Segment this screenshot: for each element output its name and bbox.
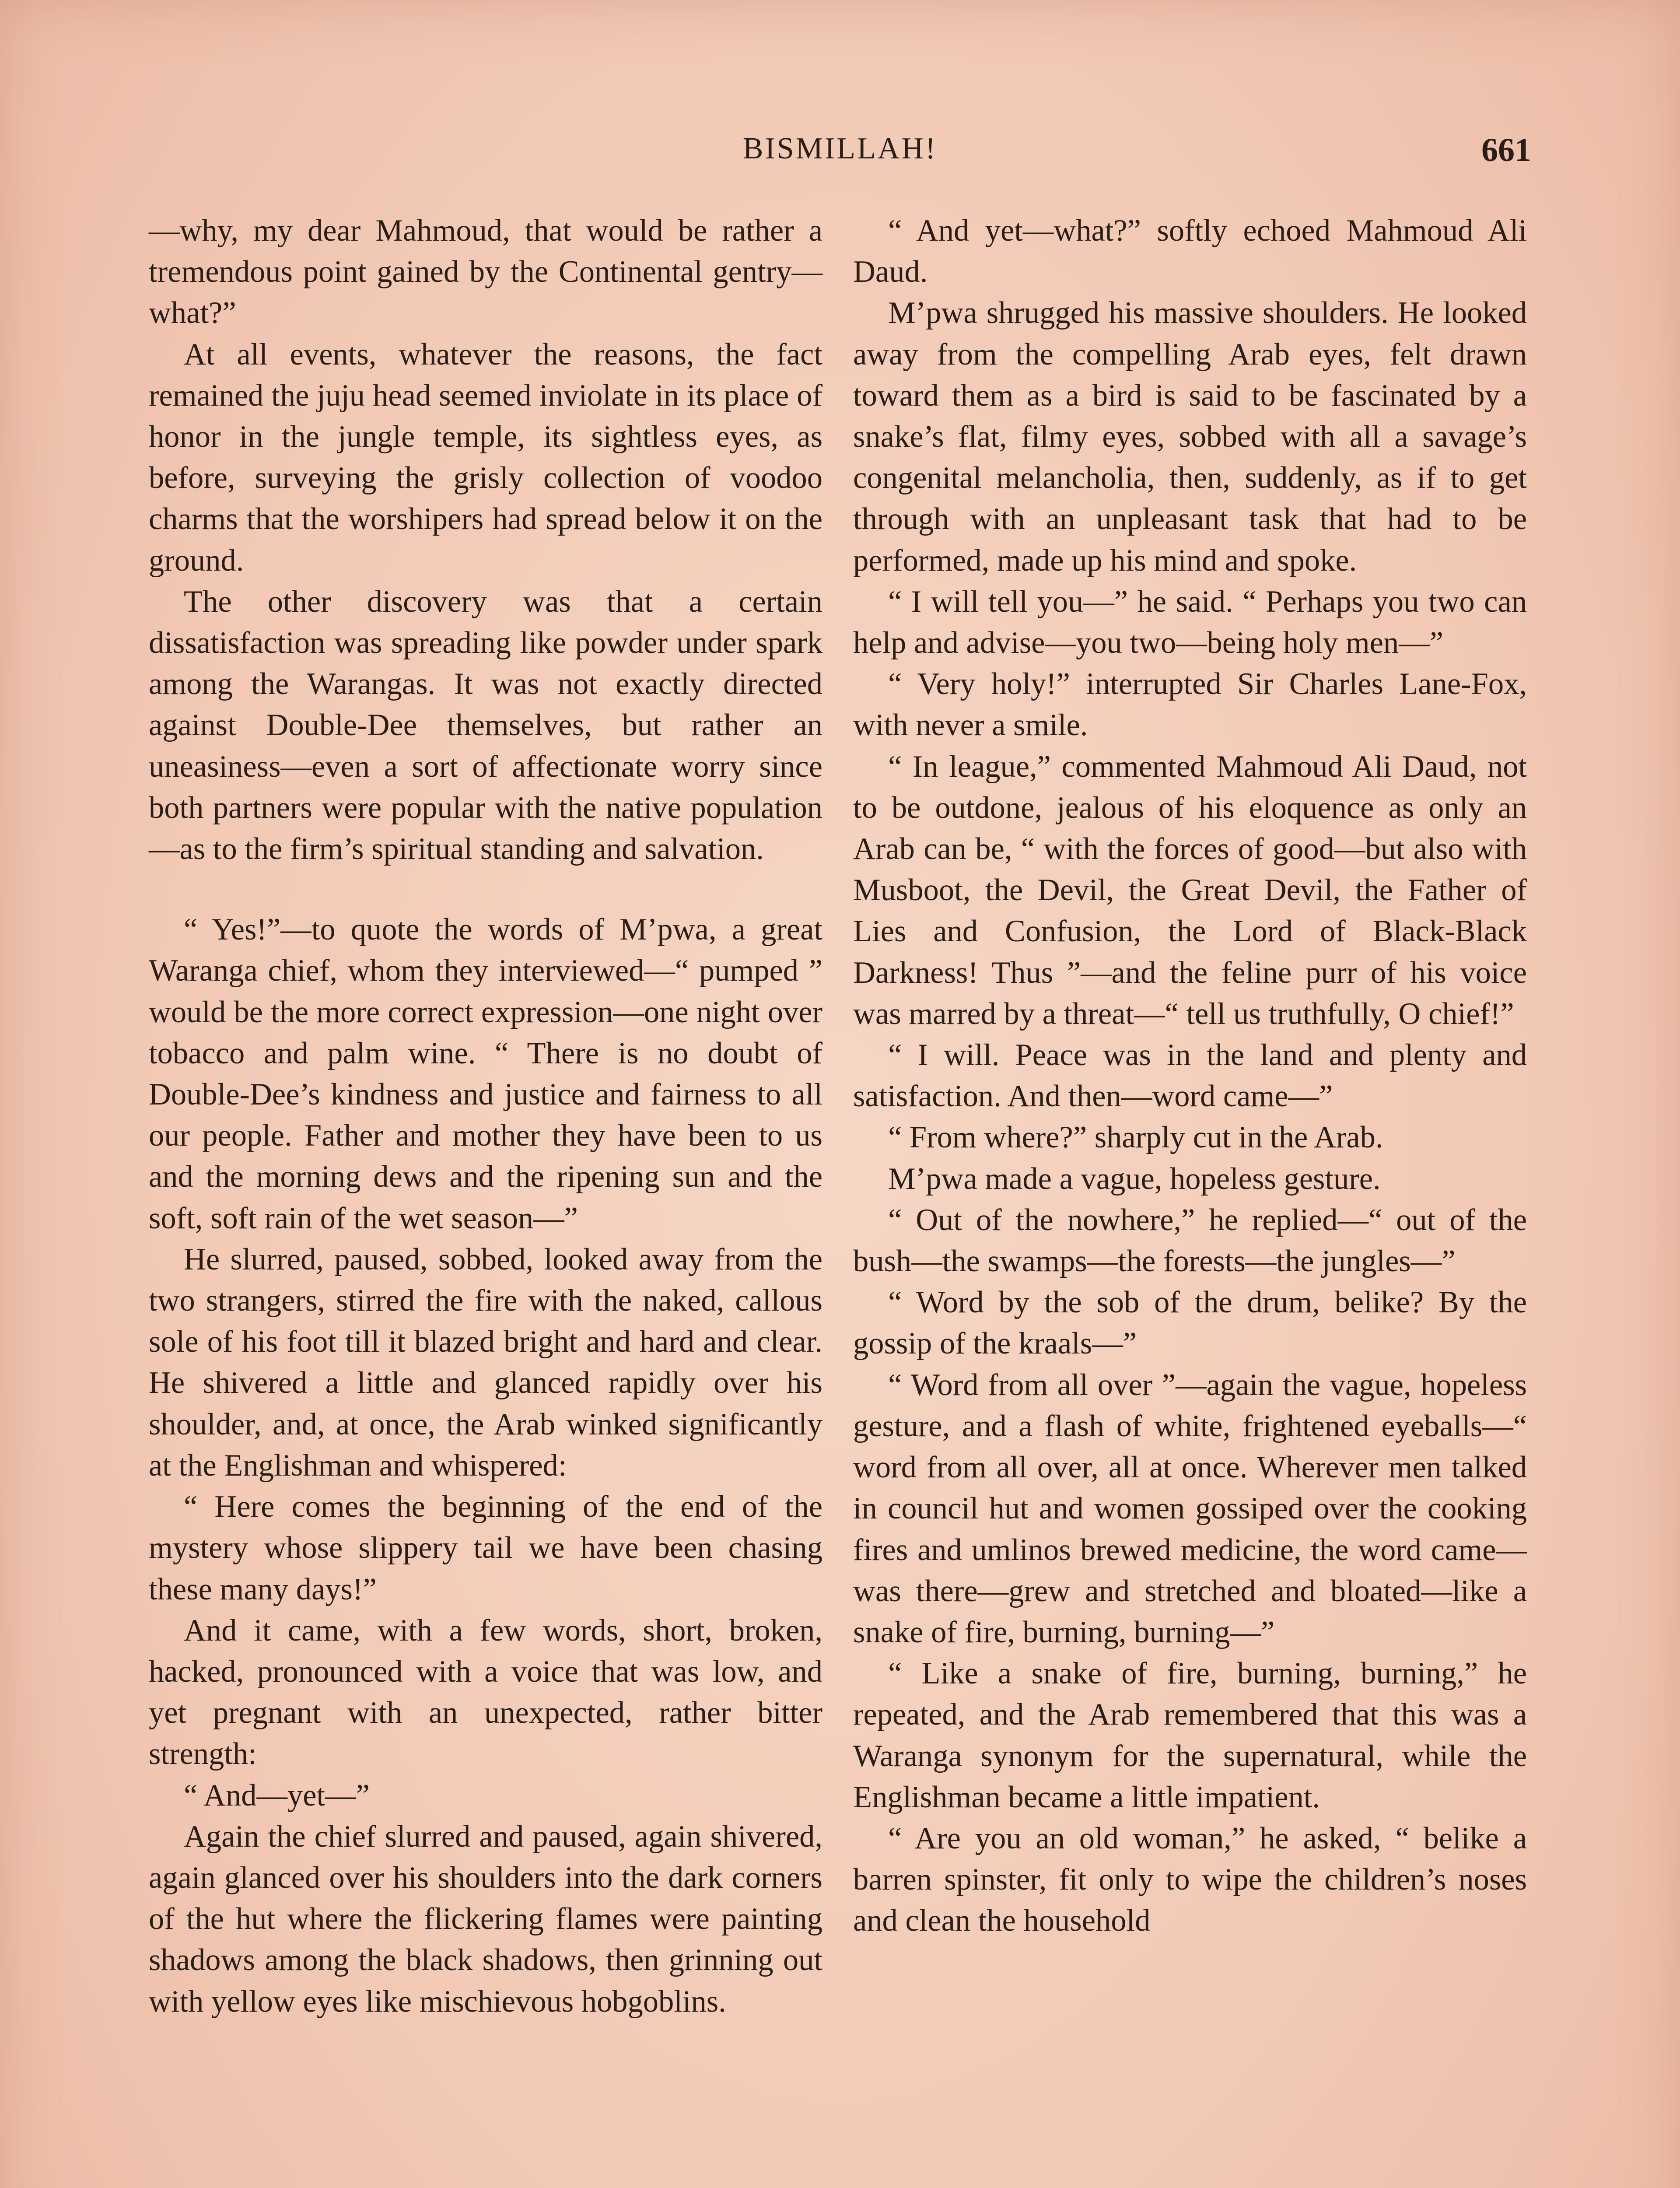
running-title: BISMILLAH! <box>742 132 938 165</box>
paragraph: “ Very holy!” interrupted Sir Charles Lane-Fox, with never a smile. <box>853 667 1527 743</box>
paragraph: “ Word from all over ”—again the vague, hopeless gesture, and a flash of white, frightened eyeballs—“ word from all over, all at once. Wherever men talked in council hut and women gossiped over the cooking fires and umlinos brewed medicine, the word came—was there—grew and stretched and bloated—like a snake of fire, burning, burning—” <box>853 1368 1527 1649</box>
left-text-column <box>149 210 822 2022</box>
paragraph: “ And—yet—” <box>184 1778 370 1813</box>
right-text-column <box>853 210 1527 1942</box>
paragraph: “ I will. Peace was in the land and plenty and satisfaction. And then—word came—” <box>853 1038 1527 1114</box>
paragraph: And it came, with a few words, short, broken, hacked, pronounced with a voice that was low, and yet pregnant with an unexpected, rather bitter strength: <box>149 1613 822 1771</box>
page-number: 661 <box>1481 132 1531 168</box>
paragraph: M’pwa made a vague, hopeless gesture. <box>888 1161 1381 1196</box>
paragraph: M’pwa shrugged his massive shoulders. He looked away from the compelling Arab eyes, felt drawn toward them as a bird is said to be fascinated by a snake’s flat, filmy eyes, sobbed with all a savage’s congenital melancholia, then, suddenly, as if to get through with an unpleasant task that had to be performed, made up his mind and spoke. <box>853 296 1527 578</box>
paragraph: “ From where?” sharply cut in the Arab. <box>888 1120 1383 1155</box>
paragraph: “ And yet—what?” softly echoed Mahmoud Ali Daud. <box>853 214 1527 289</box>
paragraph: “ Like a snake of fire, burning, burning,” he repeated, and the Arab remembered that this was a Waranga synonym for the supernatural, while the Englishman became a little impatient. <box>853 1656 1527 1814</box>
paragraph: “ Are you an old woman,” he asked, “ belike a barren spinster, fit only to wipe the children’s noses and clean the household <box>853 1821 1527 1938</box>
paragraph: —why, my dear Mahmoud, that would be rather a tremendous point gained by the Continental gentry—what?” <box>149 214 822 330</box>
paragraph: “ Yes!”—to quote the words of M’pwa, a great Waranga chief, whom they interviewed—“ pumped ” would be the more correct expression—one night over tobacco and palm wine. “ There is no doubt of Double-Dee’s kindness and justice and fairness to all our people. Father and mother they have been to us and the morning dews and the ripening sun and the soft, soft rain of the wet season—” <box>149 912 822 1235</box>
paragraph: He slurred, paused, sobbed, looked away from the two strangers, stirred the fire with the naked, callous sole of his foot till it blazed bright and hard and clear. He shivered a little and glanced rapidly over his shoulder, and, at once, the Arab winked significantly at the Englishman and whispered: <box>149 1242 822 1483</box>
paragraph: “ Here comes the beginning of the end of the mystery whose slippery tail we have been chasing these many days!” <box>149 1490 822 1606</box>
paragraph: At all events, whatever the reasons, the fact remained the juju head seemed inviolate in its place of honor in the jungle temple, its sightless eyes, as before, surveying the grisly collection of voodoo charms that the worshipers had spread below it on the ground. <box>149 337 822 578</box>
paragraph: “ I will tell you—” he said. “ Perhaps you two can help and advise—you two—being holy men—” <box>853 584 1527 660</box>
paragraph: “ In league,” commented Mahmoud Ali Daud, not to be outdone, jealous of his eloquence as only an Arab can be, “ with the forces of good—but also with Musboot, the Devil, the Great Devil, the Father of Lies and Confusion, the Lord of Black-Black Darkness! Thus ”—and the feline purr of his voice was marred by a threat—“ tell us truthfully, O chief!” <box>853 749 1527 1031</box>
paragraph: “ Word by the sob of the drum, belike? By the gossip of the kraals—” <box>853 1285 1527 1361</box>
paragraph: The other discovery was that a certain dissatisfaction was spreading like powder under spark among the Warangas. It was not exactly directed against Double-Dee themselves, but rather an uneasiness—even a sort of affectionate worry since both partners were popular with the native population—as to the firm’s spiritual standing and salvation. <box>149 584 822 866</box>
page-header <box>149 131 1531 179</box>
paragraph: “ Out of the nowhere,” he replied—“ out of the bush—the swamps—the forests—the jungles—” <box>853 1203 1527 1279</box>
paragraph: Again the chief slurred and paused, again shivered, again glanced over his shoulders into the dark corners of the hut where the flickering flames were painting shadows among the black shadows, then grinning out with yellow eyes like mischievous hobgoblins. <box>149 1819 822 2019</box>
